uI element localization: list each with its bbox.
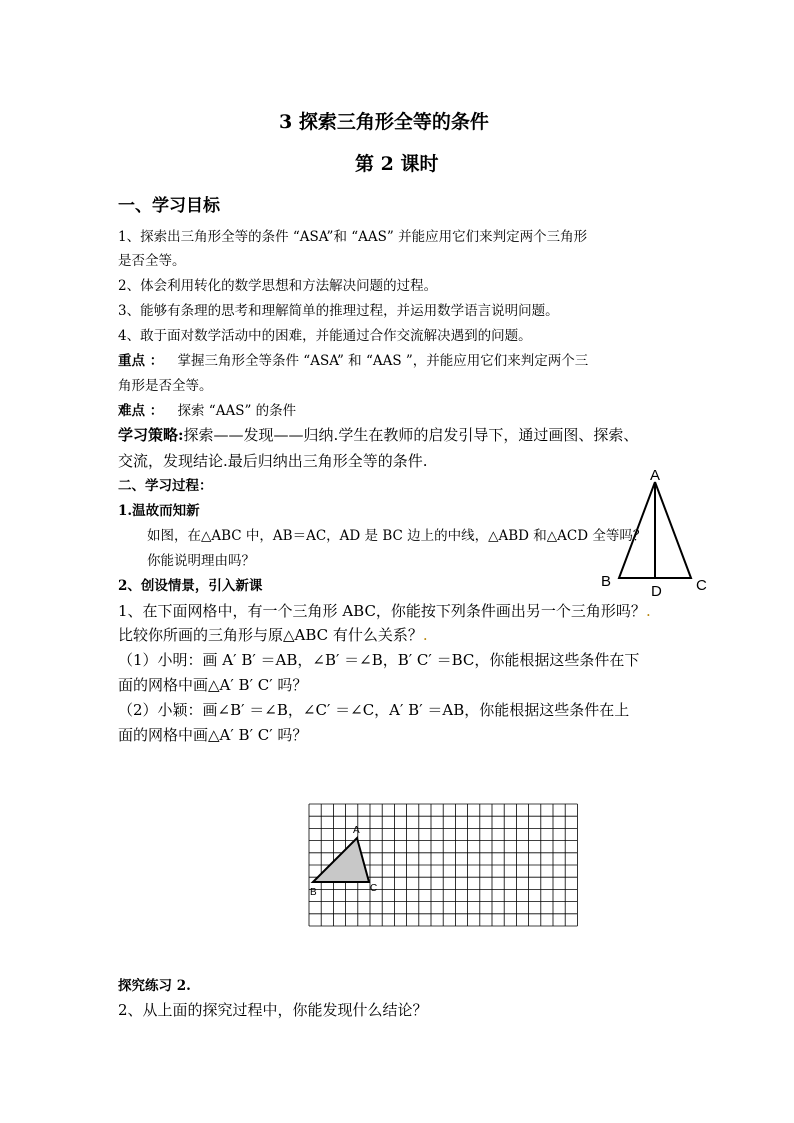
- scene-p1-dot: .: [645, 602, 651, 620]
- section-process-heading: 二、学习过程：: [118, 478, 213, 494]
- grid-label-a: A: [353, 825, 360, 836]
- label-a: A: [650, 467, 661, 484]
- label-c: C: [696, 577, 707, 594]
- page-subtitle: 第 2 课时: [355, 153, 439, 175]
- key-text-2: 角形是否全等。: [118, 378, 213, 394]
- review-question-2: 你能说明理由吗？: [147, 553, 255, 569]
- goal-line-1b: 是否全等。: [118, 253, 186, 269]
- key-text: 掌握三角形全等条件 “ASA” 和 “AAS ”，并能应用它们来判定两个三: [177, 353, 589, 369]
- practice-question: 2、从上面的探究过程中，你能发现什么结论？: [118, 1001, 428, 1019]
- goal-line-4: 4、敢于面对数学活动中的困难，并能通过合作交流解决遇到的问题。: [118, 328, 532, 344]
- grid-label-b: B: [310, 887, 317, 898]
- scene-paragraph-2: [118, 624, 428, 645]
- grid-figure: [305, 800, 585, 935]
- review-heading: 1.温故而知新: [118, 503, 200, 519]
- strategy-text: 探索——发现——归纳.学生在教师的启发引导下，通过画图、探索、: [183, 426, 639, 444]
- label-d: D: [651, 583, 662, 600]
- grid-label-c: C: [370, 883, 378, 894]
- strategy-text-2: 交流，发现结论.最后归纳出三角形全等的条件.: [118, 452, 428, 470]
- triangle-figure: [595, 462, 715, 602]
- difficulty-text: 探索 “AAS” 的条件: [177, 403, 297, 419]
- strategy-line: [118, 424, 638, 445]
- label-b: B: [601, 573, 612, 590]
- difficulty-point: [118, 399, 296, 419]
- key-point: [118, 349, 588, 369]
- condition-1-line-1: （1）小明：画 A′ B′ ＝AB，∠B′ ＝∠B，B′ C′ ＝BC，你能根据这些条件在下: [118, 651, 640, 669]
- scene-p1-text: 1、在下面网格中，有一个三角形 ABC，你能按下列条件画出另一个三角形吗？: [118, 602, 646, 620]
- condition-2-line-2: 面的网格中画△A′ B′ C′ 吗？: [118, 726, 308, 744]
- scene-heading: 2、创设情景，引入新课: [118, 578, 263, 594]
- review-question: 如图，在△ABC 中，AB＝AC，AD 是 BC 边上的中线，△ABD 和△ACD 全等吗？: [147, 528, 647, 544]
- scene-p2-text: 比较你所画的三角形与原△ABC 有什么关系？: [118, 626, 423, 644]
- goal-line-2: 2、体会利用转化的数学思想和方法解决问题的过程。: [118, 278, 438, 294]
- strategy-label: 学习策略:: [118, 426, 184, 444]
- section-goals-heading: 一、学习目标: [118, 196, 220, 216]
- scene-p2-dot: .: [422, 626, 428, 644]
- difficulty-label: 难点 ：: [118, 403, 164, 419]
- scene-paragraph-1: [118, 600, 651, 621]
- practice-heading: 探究练习 2.: [118, 978, 191, 994]
- goal-line-3: 3、能够有条理的思考和理解简单的推理过程，并运用数学语言说明问题。: [118, 303, 559, 319]
- goal-line-1: 1、探索出三角形全等的条件 “ASA”和 “AAS” 并能应用它们来判定两个三角形: [118, 229, 588, 245]
- page-title: 3 探索三角形全等的条件: [279, 111, 489, 133]
- condition-1-line-2: 面的网格中画△A′ B′ C′ 吗？: [118, 676, 308, 694]
- key-label: 重点 ：: [118, 353, 164, 369]
- condition-2-line-1: （2）小颖：画∠B′ ＝∠B，∠C′ ＝∠C，A′ B′ ＝AB，你能根据这些条件在上: [118, 701, 630, 719]
